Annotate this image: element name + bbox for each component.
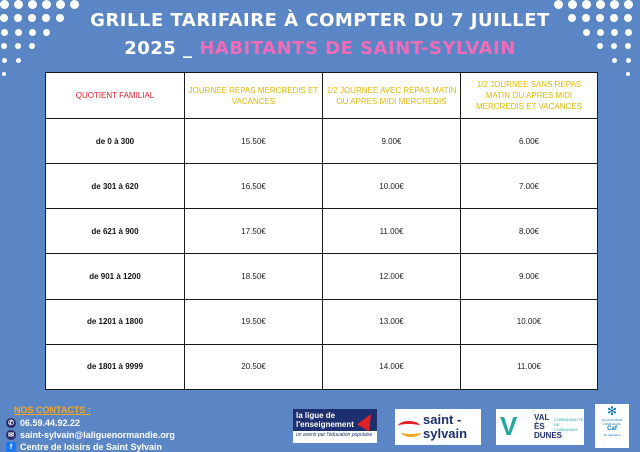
price-half-day-meal: 9.00€: [323, 119, 461, 164]
price-full-day: 18.50€: [185, 254, 323, 299]
price-half-day-meal: 13.00€: [323, 299, 461, 344]
pricing-table: [45, 72, 598, 390]
val-text-1: VAL: [534, 413, 550, 422]
saint-sylvain-text-1: saint -: [423, 412, 462, 427]
price-half-day-no-meal: 7.00€: [461, 164, 598, 209]
val-letter: V: [500, 411, 518, 441]
decorative-dot: [596, 0, 605, 9]
email-icon: ✉: [6, 430, 16, 440]
row-range: de 1201 à 1800: [46, 299, 185, 344]
decorative-dot: [28, 0, 37, 9]
val-text-2: ÈS: [534, 422, 545, 431]
price-half-day-no-meal: 6.00€: [461, 119, 598, 164]
ligue-line2: l'enseignement: [296, 420, 354, 429]
decorative-dot: [568, 0, 577, 9]
ligue-line1: la ligue de: [296, 411, 336, 420]
subtitle-year: 2025 _: [124, 38, 193, 59]
price-full-day: 17.50€: [185, 209, 323, 254]
contacts-title: NOS CONTACTS :: [14, 405, 91, 415]
row-range: de 621 à 900: [46, 209, 185, 254]
table-row: [46, 164, 598, 209]
phone-icon: ✆: [6, 418, 16, 428]
caf-logo: [595, 404, 629, 448]
facebook-page: Centre de loisirs de Saint Sylvain: [20, 442, 163, 452]
header-half-day-meal: 1/2 JOURNEE AVEC REPAS MATIN OU APRES MIDI MERCREDIS: [323, 73, 461, 119]
decorative-dot: [610, 0, 619, 9]
decorative-dot: [0, 0, 9, 9]
snowflake-icon: ✻: [606, 404, 618, 418]
facebook-icon: f: [6, 442, 16, 452]
price-half-day-meal: 10.00€: [323, 164, 461, 209]
page-subtitle: [0, 38, 640, 59]
decorative-dot: [2, 72, 6, 76]
decorative-dot: [626, 72, 630, 76]
ligue-enseignement-logo: [293, 409, 377, 443]
decorative-dot: [554, 0, 563, 9]
swoosh-orange-icon: [401, 427, 421, 437]
caf-sub: du Calvados: [603, 433, 621, 437]
price-half-day-meal: 14.00€: [323, 344, 461, 389]
contact-phone[interactable]: [6, 417, 175, 429]
price-full-day: 20.50€: [185, 344, 323, 389]
caf-name: Caf: [607, 426, 617, 432]
table-header-row: [46, 73, 598, 119]
decorative-dot: [70, 0, 79, 9]
price-half-day-meal: 11.00€: [323, 209, 461, 254]
caf-small: ALLOCATIONS FAMILIALES: [601, 418, 623, 426]
price-half-day-no-meal: 10.00€: [461, 299, 598, 344]
table-row: [46, 344, 598, 389]
contact-facebook[interactable]: [6, 441, 175, 452]
page-title: GRILLE TARIFAIRE À COMPTER DU 7 JUILLET: [90, 10, 550, 31]
price-full-day: 16.50€: [185, 164, 323, 209]
table-row: [46, 119, 598, 164]
subtitle-audience: HABITANTS DE SAINT-SYLVAIN: [199, 38, 516, 59]
header-full-day: JOURNEE REPAS MERCREDIS ET VACANCES: [185, 73, 323, 119]
price-full-day: 15.50€: [185, 119, 323, 164]
table-row: [46, 209, 598, 254]
row-range: de 1801 à 9999: [46, 344, 185, 389]
row-range: de 301 à 620: [46, 164, 185, 209]
val-es-dunes-logo: [496, 409, 584, 445]
price-half-day-no-meal: 11.00€: [461, 344, 598, 389]
decorative-dot: [56, 0, 65, 9]
row-range: de 901 à 1200: [46, 254, 185, 299]
decorative-dot: [14, 0, 23, 9]
decorative-dot: [624, 0, 633, 9]
decorative-dot: [42, 0, 51, 9]
table-row: [46, 299, 598, 344]
saint-sylvain-logo: [395, 409, 481, 445]
email-address: saint-sylvain@laliguenormandie.org: [20, 430, 175, 440]
table-row: [46, 254, 598, 299]
decorative-dot: [582, 0, 591, 9]
val-small: COMMUNAUTÉ DE COMMUNES: [554, 417, 584, 432]
contacts-block: [6, 405, 175, 452]
price-full-day: 19.50€: [185, 299, 323, 344]
row-range: de 0 à 300: [46, 119, 185, 164]
phone-number: 06.59.44.92.22: [20, 418, 81, 428]
header-quotient: QUOTIENT FAMILIAL: [46, 73, 185, 119]
saint-sylvain-text-2: sylvain: [423, 426, 468, 441]
ligue-tagline: un avenir par l'éducation populaire: [296, 432, 373, 438]
price-half-day-no-meal: 9.00€: [461, 254, 598, 299]
price-half-day-no-meal: 8.00€: [461, 209, 598, 254]
contact-email[interactable]: [6, 429, 175, 441]
price-half-day-meal: 12.00€: [323, 254, 461, 299]
header-half-day-no-meal: 1/2 JOURNEE SANS REPAS MATIN OU APRES MIDI MERCREDIS ET VACANCES: [461, 73, 598, 119]
val-text-3: DUNES: [534, 431, 563, 440]
